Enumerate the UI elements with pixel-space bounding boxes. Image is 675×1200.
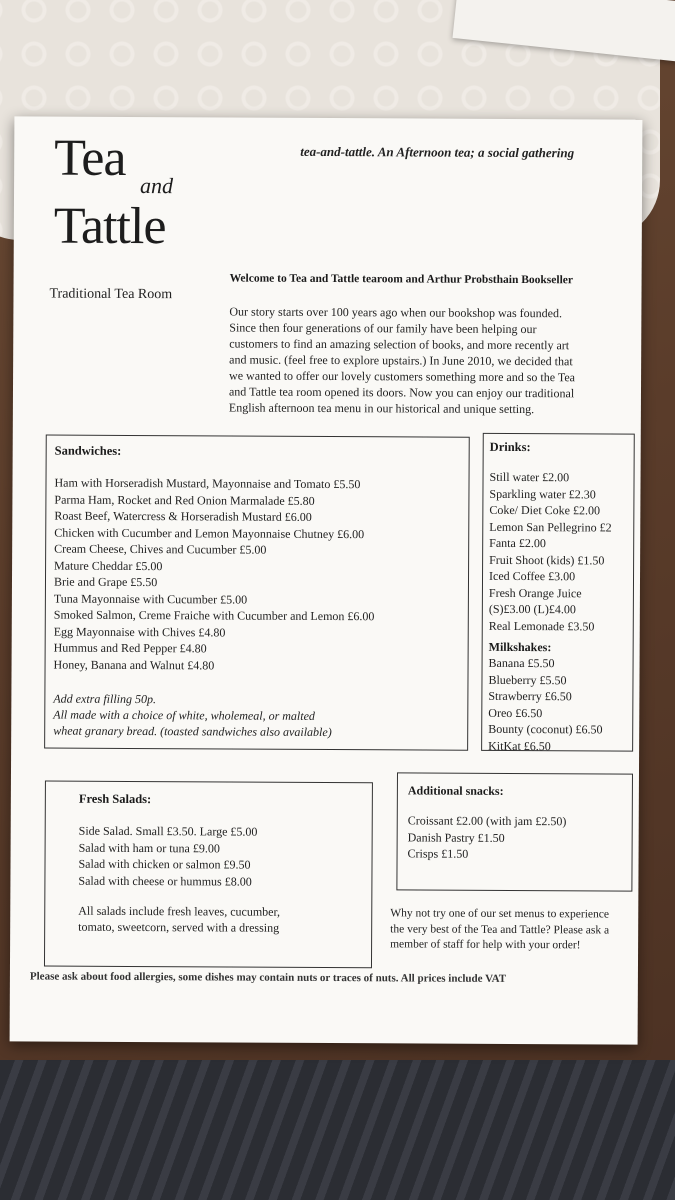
list-item: Chicken with Cucumber and Lemon Mayonnaise Chutney £6.00: [54, 525, 365, 541]
note-line: Add extra filling 50p.: [53, 691, 157, 707]
milkshakes-list: [488, 655, 633, 755]
snacks-list: [408, 812, 632, 863]
salads-title: Fresh Salads:: [78, 791, 152, 807]
list-item: Salad with ham or tuna £9.00: [78, 840, 220, 855]
logo-tea: Tea: [54, 129, 126, 187]
list-item: Hummus and Red Pepper £4.80: [53, 640, 207, 656]
note-line: All made with a choice of white, wholemeal, or malted: [53, 707, 315, 723]
note-line: tomato, sweetcorn, served with a dressing: [78, 919, 280, 935]
list-item: KitKat £6.50: [488, 738, 551, 753]
tea-and-tattle-logo: [53, 129, 205, 256]
list-item: Still water £2.00: [489, 469, 570, 485]
list-item: Egg Mayonnaise with Chives £4.80: [53, 624, 226, 639]
list-item: Fanta £2.00: [489, 535, 546, 551]
cta-line: Why not try one of our set menus to experience: [390, 907, 610, 921]
milkshakes-title: Milkshakes:: [488, 639, 552, 655]
sandwiches-list: [54, 475, 469, 675]
story-line: English afternoon tea menu in our historical and unique setting.: [228, 400, 535, 417]
list-item: Iced Coffee £3.00: [488, 568, 576, 584]
story-paragraph: [229, 303, 630, 417]
list-item: Honey, Banana and Walnut £4.80: [53, 657, 215, 672]
list-item: Fresh Orange Juice: [488, 585, 582, 600]
list-item: Side Salad. Small £3.50. Large £5.00: [78, 823, 258, 839]
list-item: Ham with Horseradish Mustard, Mayonnaise and Tomato £5.50: [54, 475, 361, 492]
snacks-title: Additional snacks:: [407, 783, 504, 798]
list-item: Bounty (coconut) £6.50: [488, 721, 603, 737]
list-item: Fruit Shoot (kids) £1.50: [489, 552, 605, 567]
list-item: Crisps £1.50: [407, 846, 469, 861]
list-item: Tuna Mayonnaise with Cucumber £5.00: [53, 591, 248, 607]
logo-subtitle: Traditional Tea Room: [49, 286, 173, 303]
list-item: Roast Beef, Watercress & Horseradish Mustard £6.00: [54, 508, 312, 524]
logo-tattle: Tattle: [53, 197, 166, 256]
list-item: Parma Ham, Rocket and Red Onion Marmalade £5.80: [54, 492, 315, 508]
list-item: Strawberry £6.50: [488, 688, 572, 704]
salads-list: [78, 823, 371, 891]
sandwiches-box: [44, 435, 470, 751]
list-item: Blueberry £5.50: [488, 672, 567, 687]
set-menu-note: [390, 906, 630, 954]
cta-line: the very best of the Tea and Tattle? Please ask a: [390, 922, 610, 936]
fabric-background: [0, 1060, 675, 1200]
sandwiches-title: Sandwiches:: [54, 443, 122, 458]
sandwiches-notes: [53, 691, 467, 741]
cta-line: member of staff for help with your order!: [390, 938, 581, 952]
list-item: Salad with chicken or salmon £9.50: [78, 856, 251, 872]
list-item: Cream Cheese, Chives and Cucumber £5.00: [54, 541, 267, 557]
note-line: All salads include fresh leaves, cucumber,: [78, 903, 281, 919]
list-item: Danish Pastry £1.50: [407, 829, 505, 845]
salads-box: [44, 781, 373, 969]
drinks-box: [481, 433, 635, 752]
list-item: Real Lemonade £3.50: [488, 618, 595, 633]
list-item: Banana £5.50: [488, 655, 555, 671]
drinks-title: Drinks:: [489, 439, 531, 455]
list-item: (S)£3.00 (L)£4.00: [488, 601, 576, 617]
snacks-box: [396, 772, 633, 891]
tagline: tea-and-tattle. An Afternoon tea; a social gathering: [300, 143, 575, 161]
story-line: Our story starts over 100 years ago when our bookshop was founded.: [229, 304, 563, 321]
logo-and: and: [140, 173, 174, 199]
list-item: Oreo £6.50: [488, 705, 543, 720]
story-line: Since then four generations of our family have been helping our: [229, 320, 537, 337]
story-line: customers to find an amazing selection of books, and more recently art: [229, 336, 570, 353]
list-item: Mature Cheddar £5.00: [54, 558, 163, 573]
salads-notes: [78, 903, 371, 937]
list-item: Lemon San Pellegrino £2: [489, 519, 612, 534]
drinks-list: [489, 469, 634, 635]
story-line: and Tattle tea room opened its doors. Now you can enjoy our traditional: [228, 384, 575, 401]
list-item: Brie and Grape £5.50: [53, 574, 158, 590]
allergy-footer: Please ask about food allergies, some dishes may contain nuts or traces of nuts. All prices include VAT: [29, 970, 507, 985]
welcome-title: Welcome to Tea and Tattle tearoom and Arthur Probsthain Bookseller: [229, 272, 574, 287]
list-item: Sparkling water £2.30: [489, 486, 596, 501]
story-line: we wanted to offer our lovely customers something more and so the Tea: [229, 368, 576, 385]
list-item: Smoked Salmon, Creme Fraiche with Cucumber and Lemon £6.00: [53, 607, 375, 624]
menu-sheet: [10, 116, 643, 1044]
note-line: wheat granary bread. (toasted sandwiches also available): [53, 723, 332, 740]
list-item: Salad with cheese or hummus £8.00: [78, 873, 252, 889]
list-item: Coke/ Diet Coke £2.00: [489, 502, 601, 518]
story-line: and music. (feel free to explore upstairs.) In June 2010, we decided that: [229, 352, 573, 369]
list-item: Croissant £2.00 (with jam £2.50): [407, 813, 567, 829]
